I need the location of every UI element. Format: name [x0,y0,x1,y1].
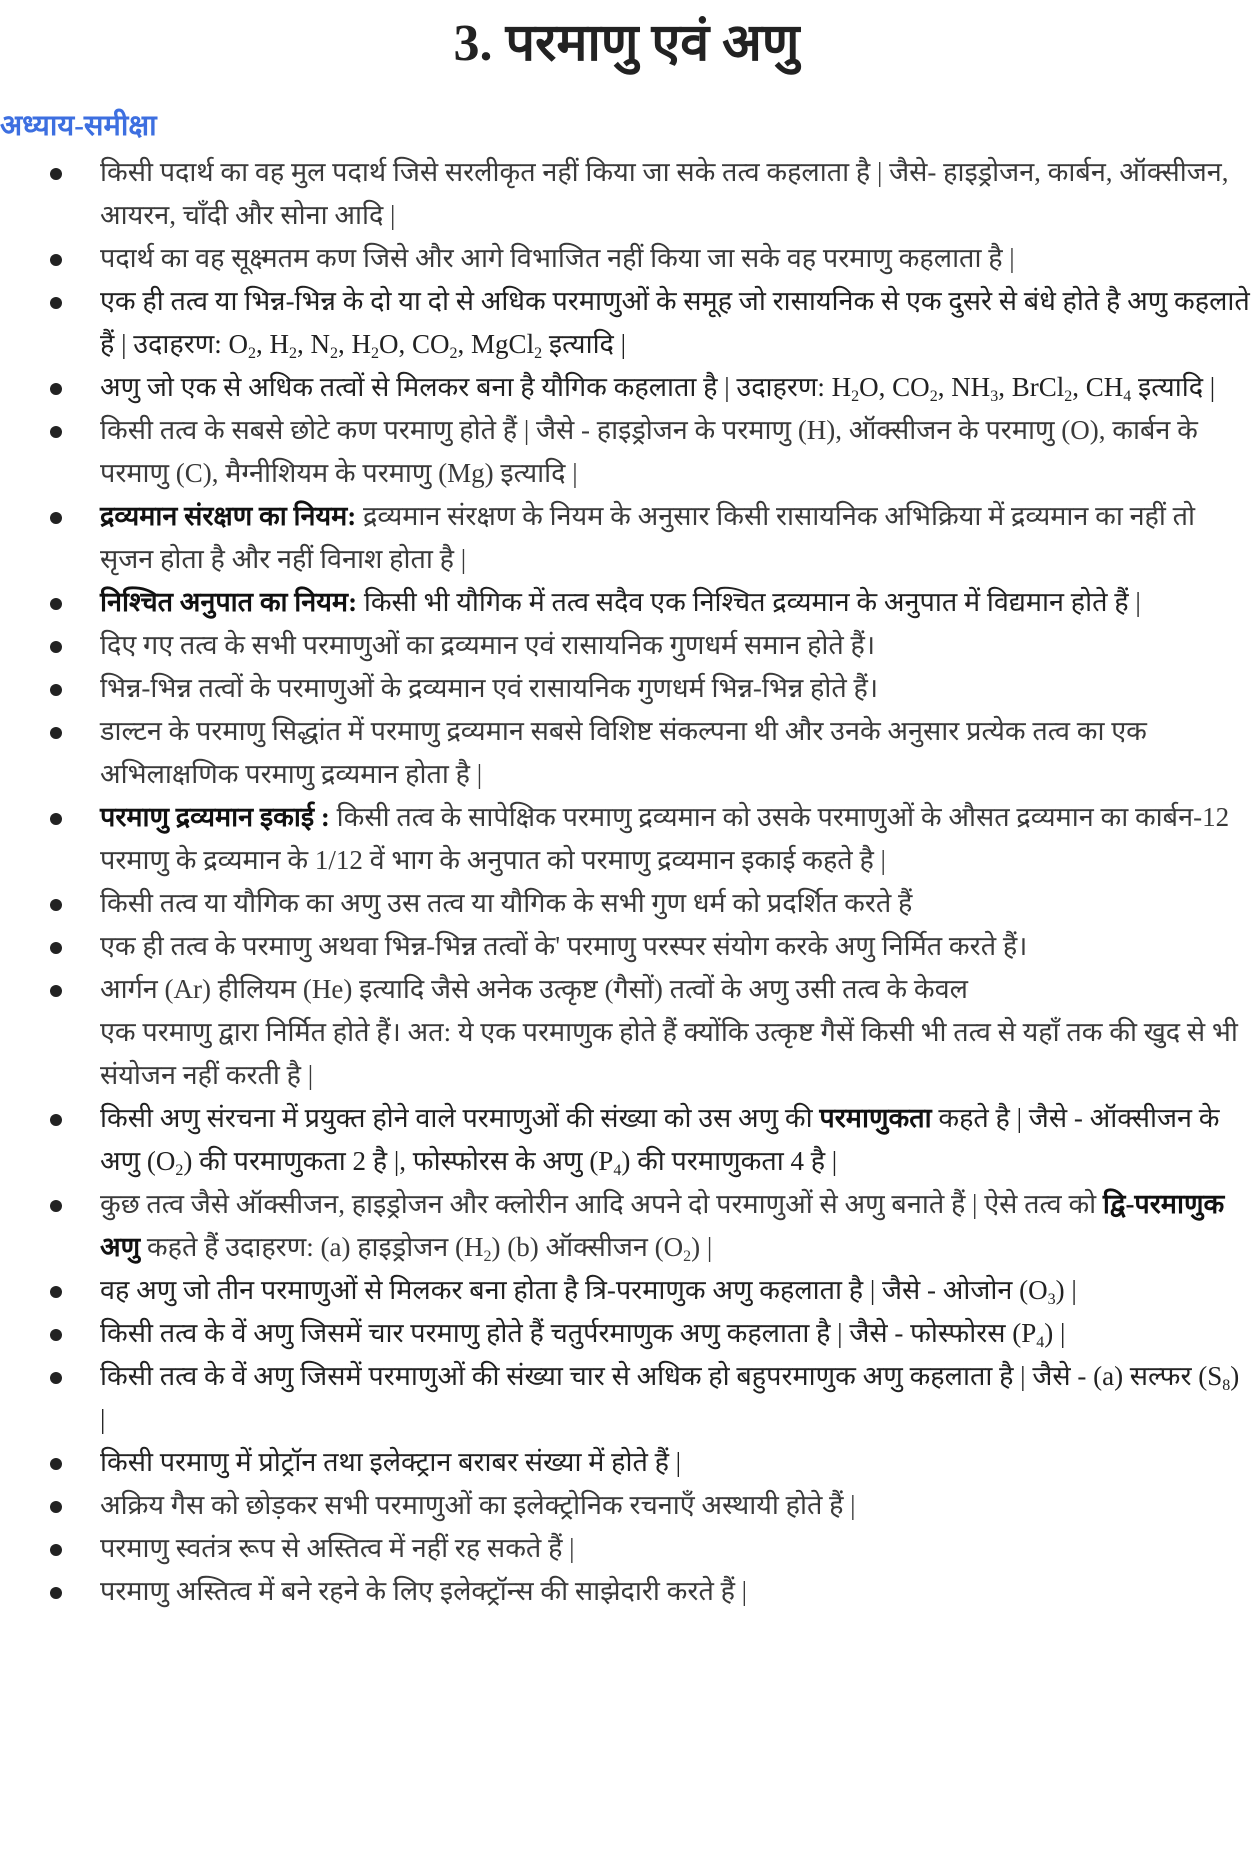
subscript: 2 [683,1248,692,1265]
list-item [0,796,1253,882]
bullet-icon [50,1372,62,1384]
list-item [0,280,1253,366]
item-text: ) | [100,1361,1240,1434]
list-item [0,1570,1253,1613]
item-text: कहते है | जैसे - ऑक्सीजन के अणु (O [100,1103,1220,1176]
bullet-icon [50,641,62,653]
list-item [0,495,1253,581]
item-text: किसी तत्व के वें अणु जिसमें चार परमाणु होते हैं चतुर्परमाणुक अणु कहलाता है | जैसे - फोस्फोरस (P [100,1318,1037,1348]
subscript: 4 [1123,388,1132,405]
item-text: , CH [1072,372,1124,402]
bullet-icon [50,1501,62,1513]
item-text: एक परमाणु द्वारा निर्मित होते हैं। अत: ये एक परमाणुक होते हैं क्योंकि उत्कृष्ट गैसें किसी भी तत्व से यहाँ तक की खुद से भी संयोजन नहीं करती है | [100,1017,1238,1090]
bold-term: द्वि-परमाणुक अणु [100,1189,1225,1262]
subscript: 3 [990,388,999,405]
bullet-icon [50,1587,62,1599]
subscript: 4 [613,1162,622,1179]
item-text: इत्यादि | [542,329,627,359]
list-item [0,1355,1253,1441]
bullet-icon [50,684,62,696]
item-text: एक ही तत्व के परमाणु अथवा भिन्न-भिन्न तत्वों के' परमाणु परस्पर संयोग करके अणु निर्मित करते हैं। [100,931,1028,961]
list-item [0,968,1253,1097]
item-text: किसी भी यौगिक में तत्व सदैव एक निश्चित द्रव्यमान के अनुपात में विद्यमान होते हैं | [357,587,1141,617]
item-text: , NH [937,372,991,402]
item-text: किसी तत्व के सापेक्षिक परमाणु द्रव्यमान को उसके परमाणुओं के औसत द्रव्यमान का कार्बन-12 परमाणु के द्रव्यमान के 1/12 वें भाग के अनुपात को परमाणु द्रव्यमान इकाई कहते है | [100,802,1230,875]
item-text: ) (b) ऑक्सीजन (O [491,1232,684,1262]
bold-term: परमाणु द्रव्यमान इकाई : [100,802,330,832]
bullet-icon [50,254,62,266]
bullet-icon [50,1200,62,1212]
item-text: भिन्न-भिन्न तत्वों के परमाणुओं के द्रव्यमान एवं रासायनिक गुणधर्म भिन्न-भिन्न होते हैं। [100,673,879,703]
list-item [0,667,1253,710]
item-text: ) | [691,1232,713,1262]
bullet-icon [50,1458,62,1470]
list-item [0,1269,1253,1312]
list-item [0,237,1253,280]
bullet-icon [50,297,62,309]
item-text: एक ही तत्व या भिन्न-भिन्न के दो या दो से अधिक परमाणुओं के समूह जो रासायनिक से एक दुसरे से बंधे होते है अणु कहलाते हैं | उदाहरण: O [100,286,1250,359]
item-text: ) की परमाणुकता 2 है |, फोस्फोरस के अणु (P [183,1146,614,1176]
item-text: वह अणु जो तीन परमाणुओं से मिलकर बना होता है त्रि-परमाणुक अणु कहलाता है | जैसे - ओजोन (O [100,1275,1048,1305]
bold-term: निश्चित अनुपात का नियम: [100,587,358,617]
item-text: डाल्टन के परमाणु सिद्धांत में परमाणु द्रव्यमान सबसे विशिष्ट संकल्पना थी और उनके अनुसार प्रत्येक तत्व का एक अभिलाक्षणिक परमाणु द्रव्यमान होता है | [100,716,1147,789]
page-title: 3. परमाणु एवं अणु [453,15,800,72]
item-text: ) | [1044,1318,1066,1348]
subscript: 2 [929,388,938,405]
item-text: ) की परमाणुकता 4 है | [621,1146,838,1176]
item-text: किसी परमाणु में प्रोट्रॉन तथा इलेक्ट्रान बराबर संख्या में होते हैं | [100,1447,682,1477]
bold-term: परमाणुकता [819,1103,932,1133]
list-item [0,1183,1253,1269]
item-text: अणु जो एक से अधिक तत्वों से मिलकर बना है यौगिक कहलाता है | उदाहरण: H [100,372,852,402]
item-text: परमाणु अस्तित्व में बने रहने के लिए इलेक्ट्रॉन्स की साझेदारी करते हैं | [100,1576,748,1606]
bullet-icon [50,727,62,739]
item-text: पदार्थ का वह सूक्ष्मतम कण जिसे और आगे विभाजित नहीं किया जा सके वह परमाणु कहलाता है | [100,243,1015,273]
item-text: ) | [1055,1275,1077,1305]
list-item [0,624,1253,667]
subscript: 2 [330,345,339,362]
item-text: किसी तत्व या यौगिक का अणु उस तत्व या यौगिक के सभी गुण धर्म को प्रदर्शित करते हैं [100,888,913,918]
bullet-icon [50,942,62,954]
subscript: 2 [483,1248,492,1265]
item-text: किसी तत्व के वें अणु जिसमें परमाणुओं की संख्या चार से अधिक हो बहुपरमाणुक अणु कहलाता है | जैसे - (a) सल्फर (S [100,1361,1223,1391]
item-text: , BrCl [998,372,1065,402]
item-text: कुछ तत्व जैसे ऑक्सीजन, हाइड्रोजन और क्लोरीन आदि अपने दो परमाणुओं से अणु बनाते हैं | ऐसे तत्व को [100,1189,1103,1219]
bullet-icon [50,598,62,610]
bullet-icon [50,1114,62,1126]
item-text: O, CO [859,372,930,402]
subscript: 4 [1036,1334,1045,1351]
subscript: 2 [534,345,543,362]
subscript: 2 [175,1162,184,1179]
bullet-icon [50,899,62,911]
list-item [0,1527,1253,1570]
subscript: 2 [449,345,458,362]
bullet-icon [50,426,62,438]
subscript: 2 [1064,388,1073,405]
item-text: , N [297,329,331,359]
list-item [0,409,1253,495]
bullet-icon [50,168,62,180]
subscript: 2 [371,345,380,362]
subscript: 2 [289,345,298,362]
subscript: 8 [1222,1377,1231,1394]
list-item [0,710,1253,796]
bullet-icon [50,512,62,524]
item-text: किसी तत्व के सबसे छोटे कण परमाणु होते हैं | जैसे - हाइड्रोजन के परमाणु (H), ऑक्सीजन के परमाणु (O), कार्बन के परमाणु (C), मैग्नीशियम के परमाणु (Mg) इत्यादि | [100,415,1198,488]
item-text: , H [338,329,372,359]
item-text: परमाणु स्वतंत्र रूप से अस्तित्व में नहीं रह सकते हैं | [100,1533,575,1563]
subscript: 3 [1047,1291,1056,1308]
bullet-icon [50,1286,62,1298]
item-text: इत्यादि | [1131,372,1216,402]
bullet-icon [50,985,62,997]
subscript: 2 [851,388,860,405]
bullet-icon [50,1544,62,1556]
bullet-icon [50,383,62,395]
item-text: आर्गन (Ar) हीलियम (He) इत्यादि जैसे अनेक उत्कृष्ट (गैसों) तत्वों के अणु उसी तत्व के केवल [100,974,968,1004]
summary-list [0,151,1253,1613]
item-text: , MgCl [457,329,535,359]
subscript: 2 [248,345,257,362]
list-item [0,1484,1253,1527]
bold-term: द्रव्यमान संरक्षण का नियम: [100,501,357,531]
list-item [0,366,1253,409]
bullet-icon [50,813,62,825]
list-item [0,925,1253,968]
item-text: अक्रिय गैस को छोड़कर सभी परमाणुओं का इलेक्ट्रोनिक रचनाएँ अस्थायी होते हैं | [100,1490,856,1520]
item-text: किसी पदार्थ का वह मुल पदार्थ जिसे सरलीकृत नहीं किया जा सके तत्व कहलाता है | जैसे- हाइड्रोजन, कार्बन, ऑक्सीजन, आयरन, चाँदी और सोना आदि | [100,157,1229,230]
item-text: कहते हैं उदाहरण: (a) हाइड्रोजन (H [140,1232,484,1262]
list-item [0,882,1253,925]
list-item [0,151,1253,237]
list-item [0,1312,1253,1355]
list-item [0,581,1253,624]
item-text: किसी अणु संरचना में प्रयुक्त होने वाले परमाणुओं की संख्या को उस अणु की [100,1103,820,1133]
item-text: द्रव्यमान संरक्षण के नियम के अनुसार किसी रासायनिक अभिक्रिया में द्रव्यमान का नहीं तो सृजन होता है और नहीं विनाश होता है | [100,501,1196,574]
section-heading: अध्याय-समीक्षा [0,110,157,142]
item-text: O, CO [379,329,450,359]
list-item [0,1441,1253,1484]
item-text: दिए गए तत्व के सभी परमाणुओं का द्रव्यमान एवं रासायनिक गुणधर्म समान होते हैं। [100,630,876,660]
bullet-icon [50,1329,62,1341]
list-item [0,1097,1253,1183]
item-text: , H [256,329,290,359]
